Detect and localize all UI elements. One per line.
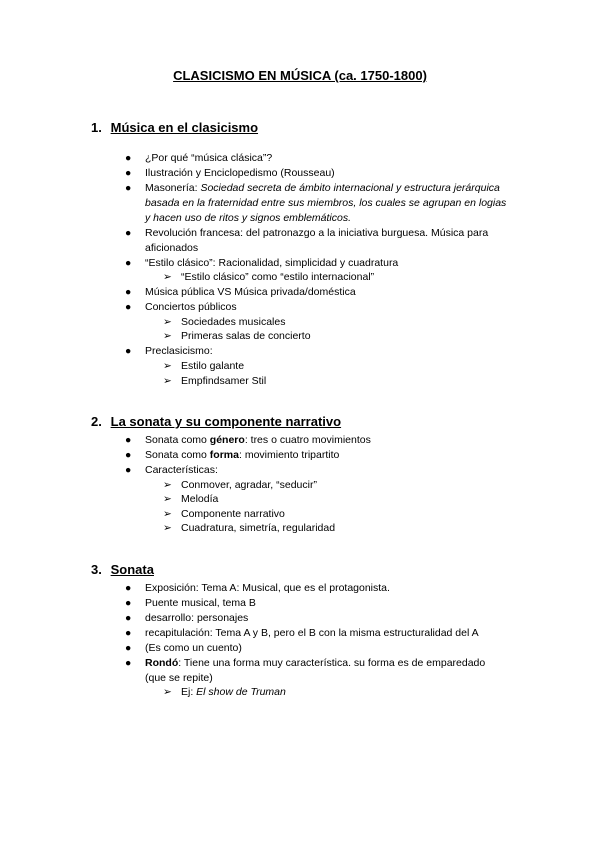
list-item [145, 181, 500, 195]
section-number: 3. [91, 562, 102, 577]
bullet-icon: ● [125, 257, 132, 269]
item-bold-text: género [209, 434, 245, 446]
bullet-icon: ● [125, 345, 132, 357]
sub-list-item: Estilo galante [181, 360, 245, 372]
arrow-bullet-icon: ➢ [163, 686, 172, 698]
bullet-icon: ● [125, 464, 132, 476]
section-number: 1. [91, 120, 102, 135]
arrow-bullet-icon: ➢ [163, 271, 172, 283]
section-number: 2. [91, 414, 102, 429]
arrow-bullet-icon: ➢ [163, 316, 172, 328]
sub-list-item: “Estilo clásico” como “estilo internacional” [181, 271, 375, 283]
arrow-bullet-icon: ➢ [163, 508, 172, 520]
item-italic-text: Sociedad secreta de ámbito internacional y estructura jerárquica [200, 182, 500, 194]
arrow-bullet-icon: ➢ [163, 330, 172, 342]
list-item: Revolución francesa: del patronazgo a la iniciativa burguesa. Música para [145, 227, 489, 239]
list-item: desarrollo: personajes [145, 612, 249, 624]
list-item: Música pública VS Música privada/doméstica [145, 286, 356, 298]
section-1-heading [91, 120, 258, 135]
list-item [145, 433, 371, 447]
item-bold-text: forma [209, 449, 239, 461]
sub-list-item: Primeras salas de concierto [181, 330, 311, 342]
bullet-icon: ● [125, 597, 132, 609]
arrow-bullet-icon: ➢ [163, 360, 172, 372]
list-item: Puente musical, tema B [145, 597, 256, 609]
sub-list-item [181, 685, 286, 699]
bullet-icon: ● [125, 612, 132, 624]
section-3-heading [91, 562, 154, 577]
bullet-icon: ● [125, 434, 132, 446]
list-item-continuation: aficionados [145, 242, 199, 254]
sub-list-item: Conmover, agradar, “seducir” [181, 479, 317, 491]
item-text: : movimiento tripartito [238, 449, 340, 461]
bullet-icon: ● [125, 657, 132, 669]
sub-list-item: Componente narrativo [181, 508, 285, 520]
list-item-continuation: basada en la fraternidad entre sus miembros, los cuales se agrupan en logias [145, 197, 507, 209]
arrow-bullet-icon: ➢ [163, 479, 172, 491]
item-bold-text: Rondó [145, 657, 179, 669]
section-2-heading [91, 414, 341, 429]
bullet-icon: ● [125, 642, 132, 654]
list-item: Exposición: Tema A: Musical, que es el protagonista. [145, 582, 390, 594]
bullet-icon: ● [125, 167, 132, 179]
item-text: Sonata como [145, 449, 210, 461]
list-item: Preclasicismo: [145, 345, 213, 357]
section-title: La sonata y su componente narrativo [110, 414, 342, 429]
arrow-bullet-icon: ➢ [163, 522, 172, 534]
list-item-continuation: (que se repite) [145, 672, 213, 684]
bullet-icon: ● [125, 152, 132, 164]
bullet-icon: ● [125, 182, 132, 194]
section-title: Sonata [110, 562, 154, 577]
list-item [145, 656, 485, 670]
bullet-icon: ● [125, 449, 132, 461]
list-item: Conciertos públicos [145, 301, 237, 313]
section-title: Música en el clasicismo [110, 120, 259, 135]
sub-list-item: Empfindsamer Stil [181, 375, 267, 387]
list-item: ¿Por qué “música clásica”? [145, 152, 273, 164]
item-label: Masonería: [145, 182, 201, 194]
list-item: (Es como un cuento) [145, 642, 242, 654]
item-text: Ej: [181, 686, 197, 698]
arrow-bullet-icon: ➢ [163, 493, 172, 505]
list-item-continuation: y hacen uso de ritos y signos emblemáticos. [145, 212, 352, 224]
arrow-bullet-icon: ➢ [163, 375, 172, 387]
bullet-icon: ● [125, 301, 132, 313]
sub-list-item: Sociedades musicales [181, 316, 286, 328]
bullet-icon: ● [125, 627, 132, 639]
document-title: CLASICISMO EN MÚSICA (ca. 1750-1800) [173, 68, 427, 83]
sub-list-item: Cuadratura, simetría, regularidad [181, 522, 336, 534]
bullet-icon: ● [125, 582, 132, 594]
list-item [145, 448, 339, 462]
list-item: “Estilo clásico”: Racionalidad, simplicidad y cuadratura [145, 257, 399, 269]
sub-list-item: Melodía [181, 493, 219, 505]
item-text: : tres o cuatro movimientos [244, 434, 371, 446]
bullet-icon: ● [125, 227, 132, 239]
list-item: Características: [145, 464, 218, 476]
list-item: Ilustración y Enciclopedismo (Rousseau) [145, 167, 335, 179]
item-text: Sonata como [145, 434, 210, 446]
list-item: recapitulación: Tema A y B, pero el B con la misma estructuralidad del A [145, 627, 479, 639]
item-text: : Tiene una forma muy característica. su forma es de emparedado [178, 657, 486, 669]
bullet-icon: ● [125, 286, 132, 298]
item-italic-text: El show de Truman [196, 686, 286, 698]
